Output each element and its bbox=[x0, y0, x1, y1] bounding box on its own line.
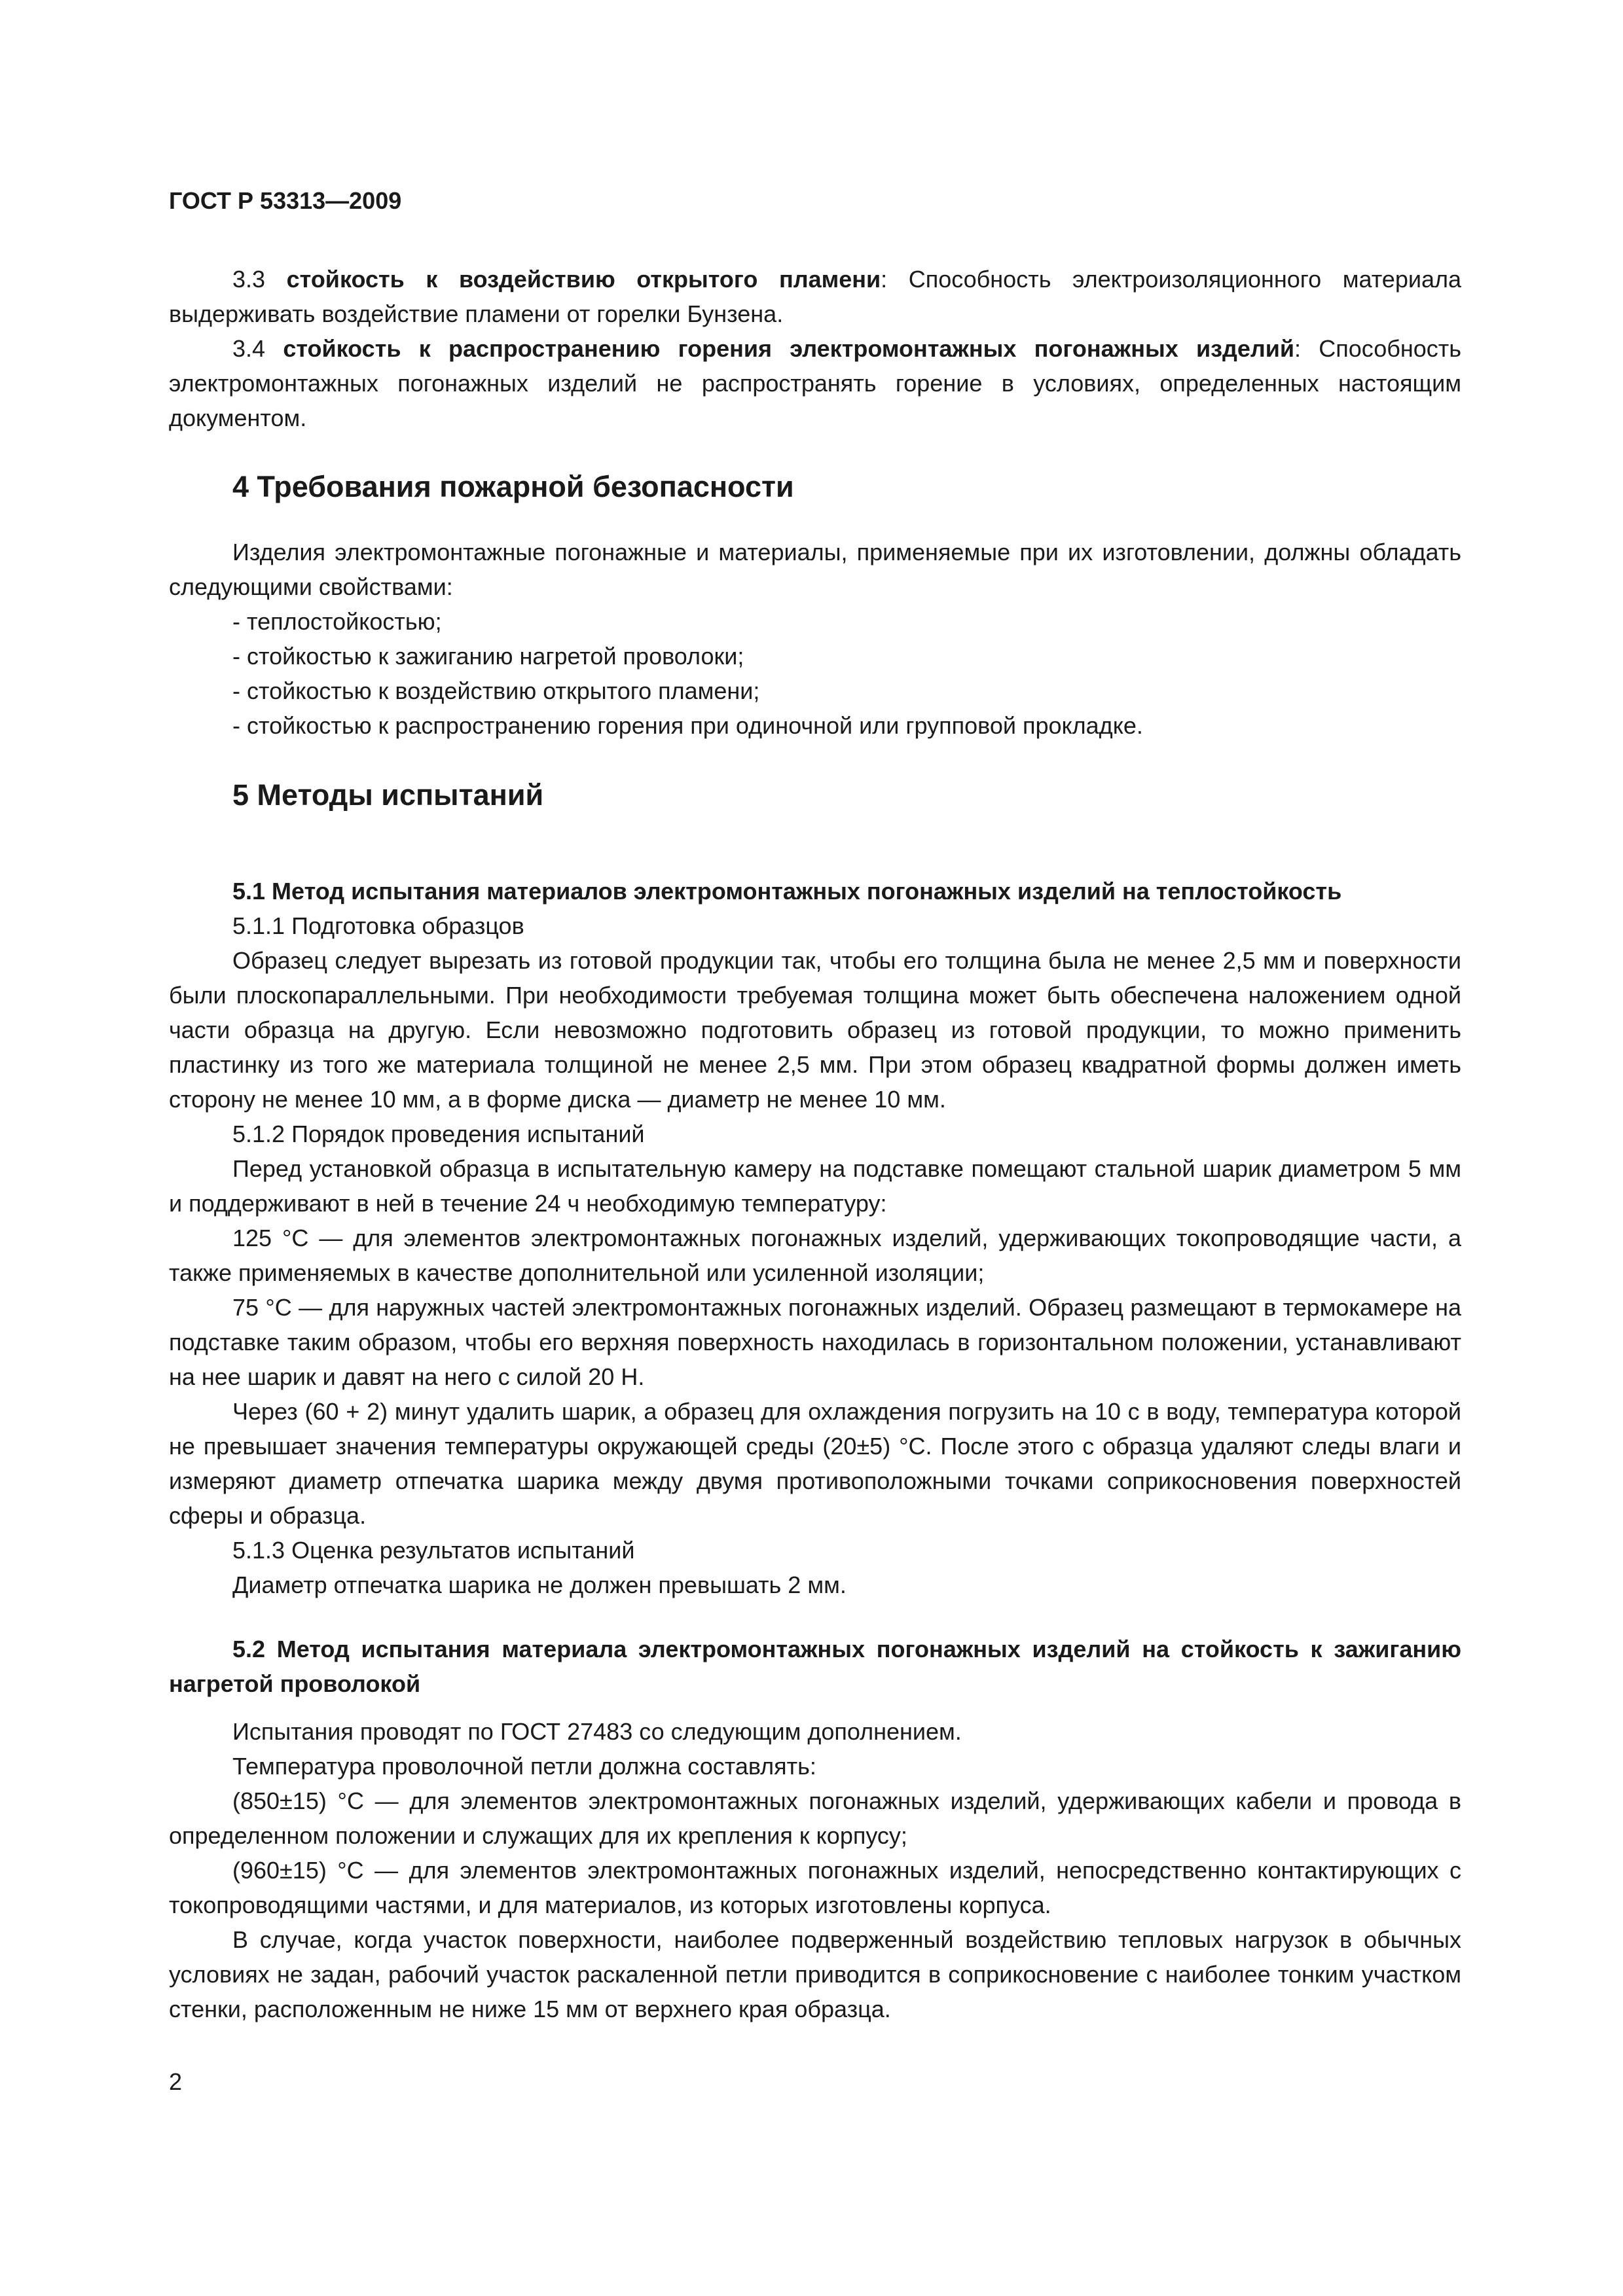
clause-5-2-p4: (960±15) °С — для элементов электромонтажных погонажных изделий, непосредственно контактирующих с токопроводящими частями, и для материалов, из которых изготовлены корпуса. bbox=[169, 1857, 1461, 1918]
clause-3-3 bbox=[169, 262, 1461, 331]
document-code: ГОСТ Р 53313—2009 bbox=[169, 187, 402, 214]
list-item: - теплостойкостью; bbox=[232, 608, 442, 635]
clause-5-1-3-title: 5.1.3 Оценка результатов испытаний bbox=[232, 1537, 635, 1564]
clause-5-1-1-title: 5.1.1 Подготовка образцов bbox=[232, 912, 524, 939]
list-item: - стойкостью к распространению горения при одиночной или групповой прокладке. bbox=[232, 712, 1143, 739]
cooling-procedure: Через (60 + 2) минут удалить шарик, а образец для охлаждения погрузить на 10 с в воду, температура которой не превышает значения температуры окружающей среды (20±5) °С. После этого с образца удаляют следы влаги и измеряют диаметр отпечатка шарика между двумя противоположными точками соприкосновения поверхностей сферы и образца. bbox=[169, 1398, 1461, 1529]
list-item: - стойкостью к воздействию открытого пламени; bbox=[232, 677, 760, 704]
clause-number: 3.3 bbox=[232, 266, 287, 293]
temperature-125: 125 °С — для элементов электромонтажных погонажных изделий, удерживающих токопроводящие части, а также применяемых в качестве дополнительной или усиленной изоляции; bbox=[169, 1225, 1461, 1286]
section-4-intro: Изделия электромонтажные погонажные и материалы, применяемые при их изготовлении, должны обладать следующими свойствами: bbox=[169, 539, 1461, 600]
section-4-heading: 4 Требования пожарной безопасности bbox=[232, 470, 794, 503]
clause-5-2-p2: Температура проволочной петли должна составлять: bbox=[232, 1753, 816, 1780]
subsection-5-2-heading: 5.2 Метод испытания материала электромонтажных погонажных изделий на стойкость к зажиганию нагретой проволокой bbox=[169, 1636, 1461, 1697]
term: стойкость к воздействию открытого пламени bbox=[286, 266, 881, 293]
subsection-5-1-heading: 5.1 Метод испытания материалов электромонтажных погонажных изделий на теплостойкость bbox=[232, 878, 1342, 905]
list-item: - стойкостью к зажиганию нагретой проволоки; bbox=[232, 643, 744, 670]
page-content bbox=[169, 262, 1461, 2026]
clause-5-2-p5: В случае, когда участок поверхности, наиболее подверженный воздействию тепловых нагрузок в обычных условиях не задан, рабочий участок раскаленной петли приводится в соприкосновение с наиболее тонким участком стенки, расположенным не ниже 15 мм от верхнего края образца. bbox=[169, 1926, 1461, 2022]
clause-5-2-p1: Испытания проводят по ГОСТ 27483 со следующим дополнением. bbox=[232, 1718, 962, 1745]
definition: : Способность электроизоляционного материала выдерживать воздействие пламени от горелки Бунзена. bbox=[169, 266, 1462, 327]
clause-3-4 bbox=[169, 331, 1461, 435]
term: стойкость к распространению горения электромонтажных погонажных изделий bbox=[283, 335, 1295, 362]
section-5-heading: 5 Методы испытаний bbox=[232, 778, 544, 812]
clause-5-1-2-title: 5.1.2 Порядок проведения испытаний bbox=[232, 1121, 645, 1147]
definition: : Способность электромонтажных погонажных изделий не распространять горение в условиях, определенных настоящим документом. bbox=[169, 335, 1461, 431]
clause-5-1-2-text: Перед установкой образца в испытательную камеру на подставке помещают стальной шарик диаметром 5 мм и поддерживают в ней в течение 24 ч необходимую температуру: bbox=[169, 1155, 1461, 1217]
clause-5-2-p3: (850±15) °С — для элементов электромонтажных погонажных изделий, удерживающих кабели и провода в определенном положении и служащих для их крепления к корпусу; bbox=[169, 1787, 1461, 1849]
clause-number: 3.4 bbox=[232, 335, 283, 362]
page-number: 2 bbox=[169, 2068, 183, 2095]
clause-5-1-3-text: Диаметр отпечатка шарика не должен превышать 2 мм. bbox=[232, 1571, 847, 1598]
clause-5-1-1-text: Образец следует вырезать из готовой продукции так, чтобы его толщина была не менее 2,5 мм и поверхности были плоскопараллельными. При необходимости требуемая толщина может быть обеспечена наложением одной части образца на другую. Если невозможно подготовить образец из готовой продукции, то можно применить пластинку из того же материала толщиной не менее 2,5 мм. При этом образец квадратной формы должен иметь сторону не менее 10 мм, а в форме диска — диаметр не менее 10 мм. bbox=[169, 947, 1461, 1113]
temperature-75: 75 °С — для наружных частей электромонтажных погонажных изделий. Образец размещают в термокамере на подставке таким образом, чтобы его верхняя поверхность находилась в горизонтальном положении, устанавливают на нее шарик и давят на него с силой 20 Н. bbox=[169, 1294, 1461, 1390]
